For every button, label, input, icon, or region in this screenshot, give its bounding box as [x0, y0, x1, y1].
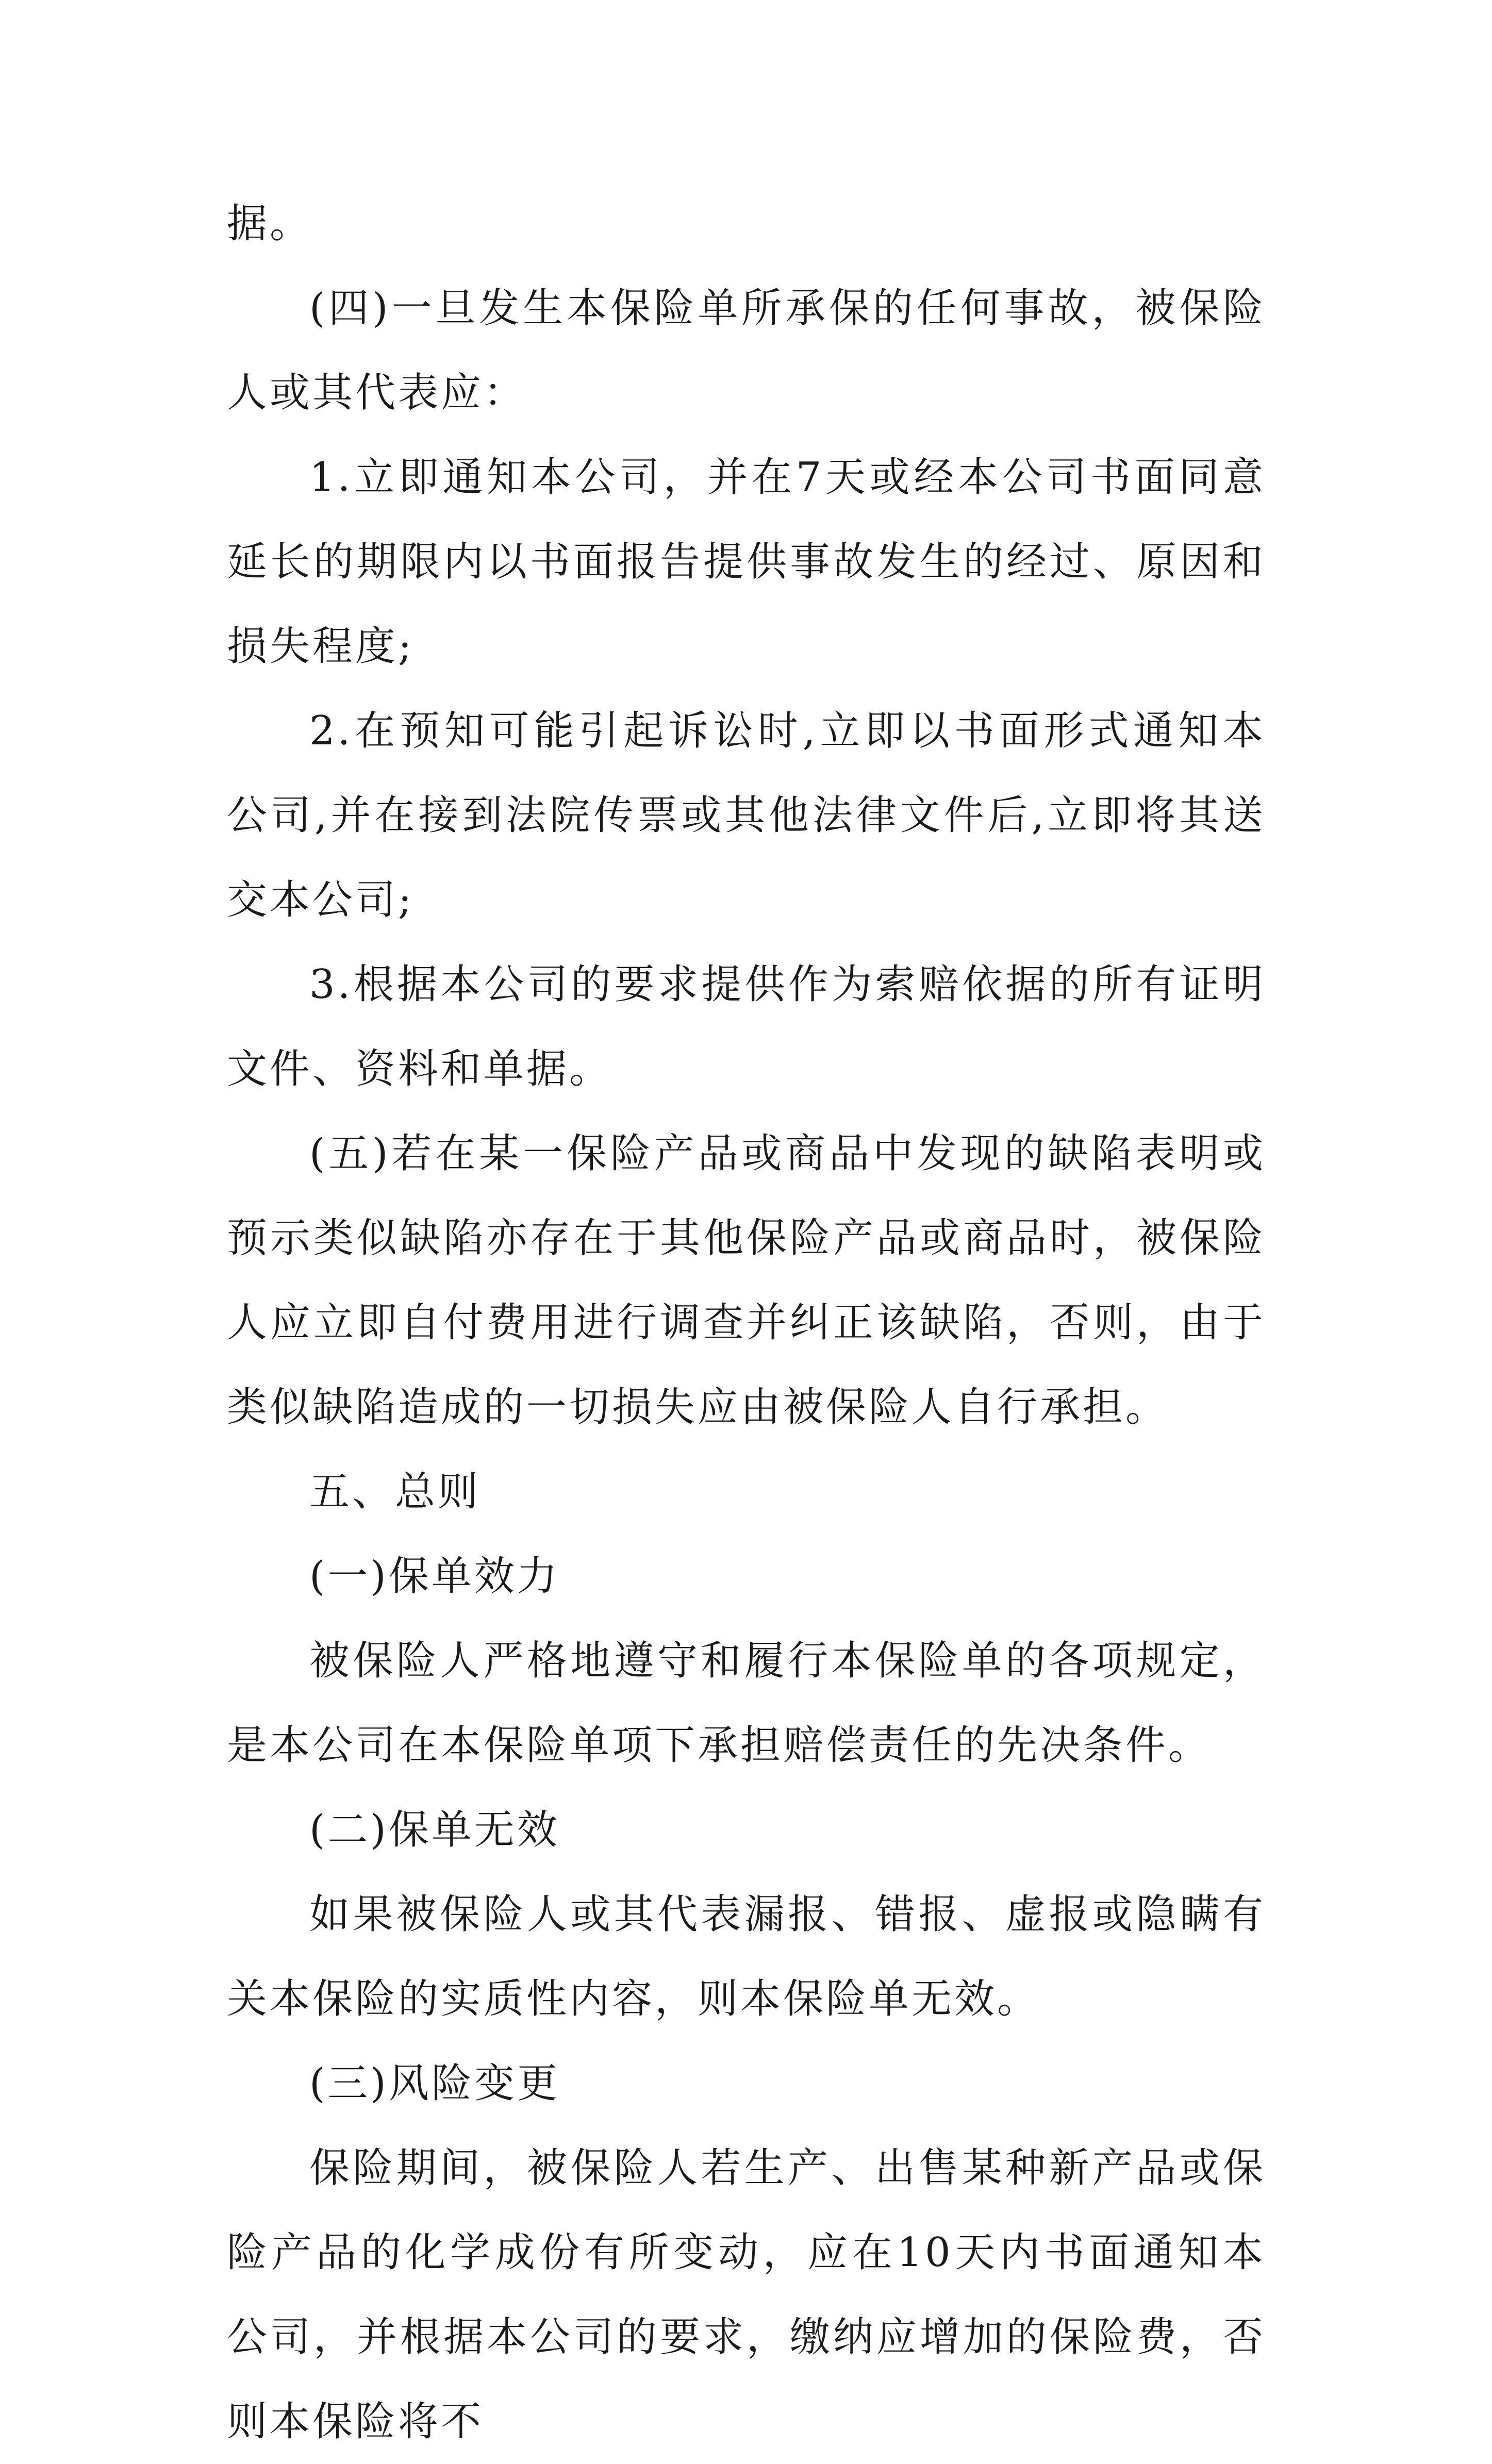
paragraph-item-3: 3.根据本公司的要求提供作为索赔依据的所有证明文件、资料和单据。	[227, 961, 1266, 1092]
subheading-policy-invalid: (二)保单无效	[309, 1807, 560, 1853]
subheading-policy-effect: (一)保单效力	[309, 1553, 560, 1600]
paragraph-policy-invalid: 如果被保险人或其代表漏报、错报、虚报或隐瞒有关本保险的实质性内容，则本保险单无效。	[227, 1891, 1266, 2022]
paragraph-continuation: 据。	[227, 201, 313, 247]
document-body	[227, 181, 1266, 2464]
paragraph-policy-effect: 被保险人严格地遵守和履行本保险单的各项规定，是本公司在本保险单项下承担赔偿责任的先决条件。	[227, 1638, 1266, 1769]
subheading-risk-change: (三)风险变更	[309, 2060, 560, 2107]
paragraph-item-1: 1.立即通知本公司，并在7天或经本公司书面同意延长的期限内以书面报告提供事故发生的经过、原因和损失程度;	[227, 454, 1266, 670]
paragraph-clause-5: (五)若在某一保险产品或商品中发现的缺陷表明或预示类似缺陷亦存在于其他保险产品或商品时，被保险人应立即自付费用进行调查并纠正该缺陷，否则，由于类似缺陷造成的一切损失应由被保险人自行承担。	[227, 1130, 1266, 1430]
paragraph-clause-4: (四)一旦发生本保险单所承保的任何事故，被保险人或其代表应：	[227, 285, 1266, 416]
paragraph-item-2: 2.在预知可能引起诉讼时,立即以书面形式通知本公司,并在接到法院传票或其他法律文件后,立即将其送交本公司;	[227, 708, 1266, 923]
paragraph-risk-change: 保险期间，被保险人若生产、出售某种新产品或保险产品的化学成份有所变动，应在10天内书面通知本公司，并根据本公司的要求，缴纳应增加的保险费，否则本保险将不	[227, 2145, 1266, 2445]
section-heading-general: 五、总则	[309, 1469, 481, 1515]
